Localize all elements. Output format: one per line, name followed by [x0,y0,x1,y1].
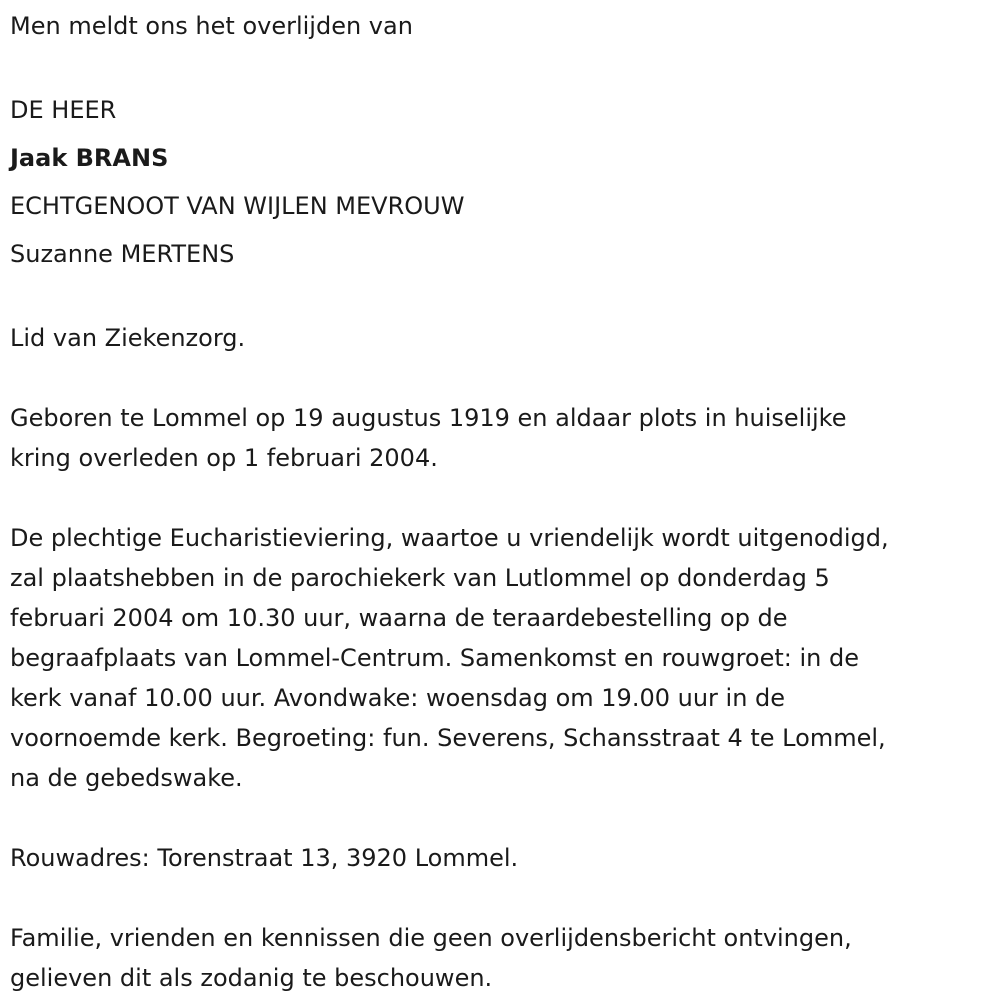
mourning-address: Rouwadres: Torenstraat 13, 3920 Lommel. [10,844,519,872]
ceremony-line: voornoemde kerk. Begroeting: fun. Severens, Schansstraat 4 te Lommel, [10,724,886,752]
spacer [10,878,995,918]
deceased-name: Jaak BRANS [10,144,169,172]
membership-text: Lid van Ziekenzorg. [10,324,246,352]
spouse-name: Suzanne MERTENS [10,240,235,268]
spacer [10,46,995,86]
ceremony-line: kerk vanaf 10.00 uur. Avondwake: woensdag om 19.00 uur in de [10,684,786,712]
ceremony-line: begraafplaats van Lommel-Centrum. Samenkomst en rouwgroet: in de [10,644,859,672]
spacer [10,278,995,318]
announcement-intro: Men meldt ons het overlijden van [10,12,413,40]
ceremony-line: na de gebedswake. [10,764,243,792]
death-notice [10,6,995,998]
ceremony-line: De plechtige Eucharistieviering, waartoe u vriendelijk wordt uitgenodigd, [10,524,889,552]
birth-death-line: Geboren te Lommel op 19 augustus 1919 en aldaar plots in huiselijke [10,404,847,432]
ceremony-line: februari 2004 om 10.30 uur, waarna de teraardebestelling op de [10,604,788,632]
deceased-relation: ECHTGENOOT VAN WIJLEN MEVROUW [10,192,465,220]
spacer [10,358,995,398]
spacer [10,798,995,838]
closing-line: gelieven dit als zodanig te beschouwen. [10,964,493,992]
deceased-title: DE HEER [10,96,117,124]
closing-line: Familie, vrienden en kennissen die geen overlijdensbericht ontvingen, [10,924,852,952]
ceremony-line: zal plaatshebben in de parochiekerk van Lutlommel op donderdag 5 [10,564,830,592]
spacer [10,478,995,518]
birth-death-line: kring overleden op 1 februari 2004. [10,444,438,472]
